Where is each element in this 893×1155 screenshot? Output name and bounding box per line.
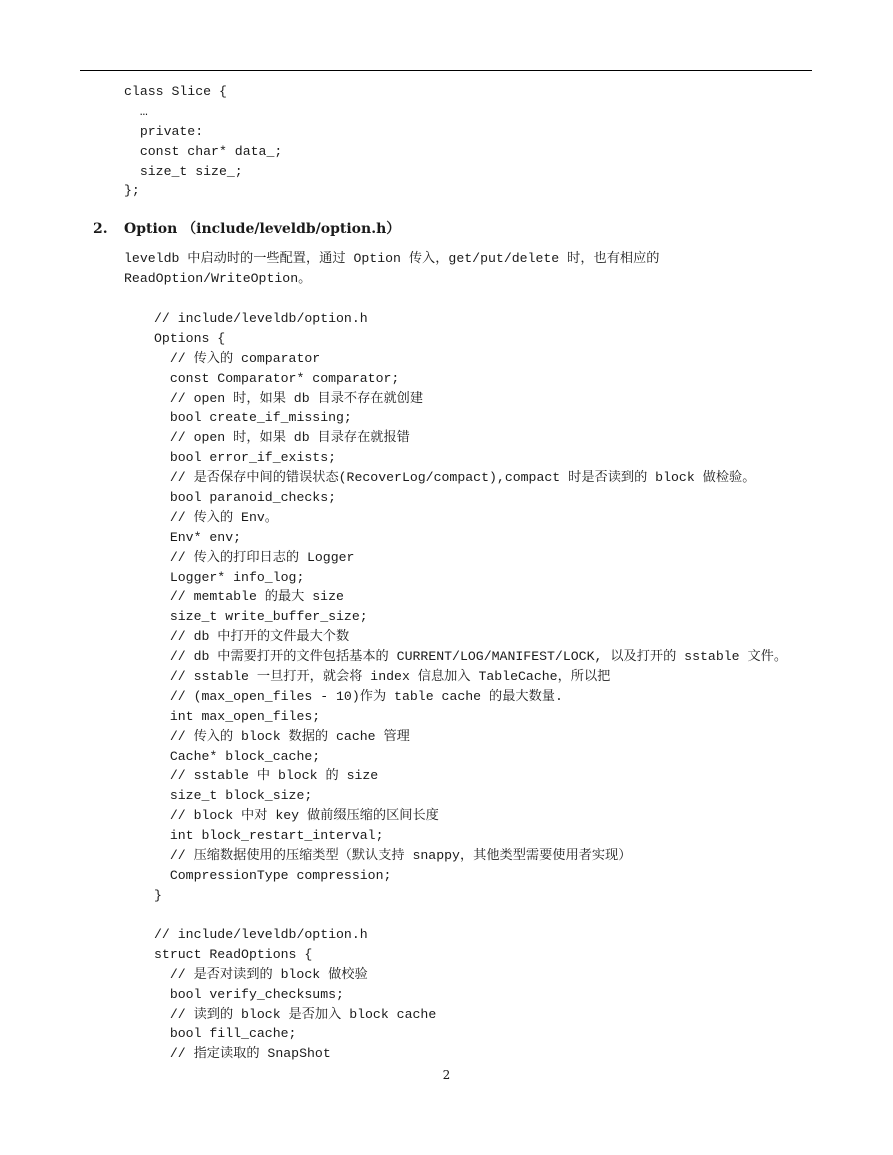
code-line: Env* env; <box>154 529 242 545</box>
code-line: bool error_if_exists; <box>154 450 337 466</box>
code-line: Options { <box>154 330 226 346</box>
code-line: Cache* block_cache; <box>154 748 321 764</box>
code-line: // include/leveldb/option.h <box>154 927 368 942</box>
code-line: // include/leveldb/option.h <box>154 311 368 326</box>
code-line: // 传入的打印日志的 Logger <box>154 549 355 565</box>
code-line: bool fill_cache; <box>154 1026 297 1042</box>
code-line: // open 时，如果 db 目录不存在就创建 <box>154 390 424 406</box>
code-block-read-options <box>154 925 436 1064</box>
code-line: size_t block_size; <box>154 788 313 804</box>
intro-paragraph <box>124 249 659 289</box>
paragraph-line: ReadOption/WriteOption。 <box>124 270 312 286</box>
code-line: … <box>124 103 148 119</box>
code-line: class Slice { <box>124 84 227 99</box>
code-block-slice <box>124 82 282 201</box>
code-line: struct ReadOptions { <box>154 946 313 962</box>
code-block-options <box>154 309 787 906</box>
code-line: // sstable 中 block 的 size <box>154 768 379 784</box>
code-line: // 传入的 comparator <box>154 350 321 366</box>
section-number: 2. <box>93 221 108 237</box>
code-line: // 压缩数据使用的压缩类型（默认支持 snappy，其他类型需要使用者实现） <box>154 848 632 864</box>
code-line: // 传入的 Env。 <box>154 509 278 525</box>
code-line: // db 中需要打开的文件包括基本的 CURRENT/LOG/MANIFEST/LOCK, 以及打开的 sstable 文件。 <box>154 649 788 665</box>
section-heading <box>93 219 400 239</box>
section-title: Option （include/leveldb/option.h） <box>124 221 401 237</box>
code-line: // sstable 一旦打开，就会将 index 信息加入 TableCache，所以把 <box>154 669 611 685</box>
code-line: }; <box>124 183 140 199</box>
code-line: // block 中对 key 做前缀压缩的区间长度 <box>154 808 439 824</box>
code-line: // (max_open_files - 10)作为 table cache 的最大数量. <box>154 688 563 704</box>
code-line: Logger* info_log; <box>154 569 305 585</box>
code-line: const char* data_; <box>124 143 283 159</box>
code-line: // 读到的 block 是否加入 block cache <box>154 1006 437 1022</box>
code-line: // 是否对读到的 block 做校验 <box>154 966 368 982</box>
code-line: bool verify_checksums; <box>154 986 344 1002</box>
code-line: size_t write_buffer_size; <box>154 609 368 625</box>
code-line: // db 中打开的文件最大个数 <box>154 629 350 645</box>
code-line: // memtable 的最大 size <box>154 589 344 605</box>
code-line: CompressionType compression; <box>154 867 392 883</box>
code-line: // 传入的 block 数据的 cache 管理 <box>154 728 410 744</box>
code-line: // open 时，如果 db 目录存在就报错 <box>154 430 410 446</box>
code-line: size_t size_; <box>124 163 243 179</box>
paragraph-line: leveldb 中启动时的一些配置，通过 Option 传入，get/put/delete 时，也有相应的 <box>124 251 660 266</box>
code-line: } <box>154 887 162 903</box>
page-number: 2 <box>442 1068 451 1082</box>
code-line: bool create_if_missing; <box>154 410 352 426</box>
code-line: const Comparator* comparator; <box>154 370 400 386</box>
header-rule <box>80 70 812 71</box>
code-line: int max_open_files; <box>154 708 321 724</box>
code-line: // 是否保存中间的错误状态(RecoverLog/compact),compact 时是否读到的 block 做检验。 <box>154 470 756 486</box>
code-line: bool paranoid_checks; <box>154 490 337 506</box>
code-line: int block_restart_interval; <box>154 828 384 844</box>
code-line: private: <box>124 123 204 139</box>
code-line: // 指定读取的 SnapShot <box>154 1046 331 1062</box>
